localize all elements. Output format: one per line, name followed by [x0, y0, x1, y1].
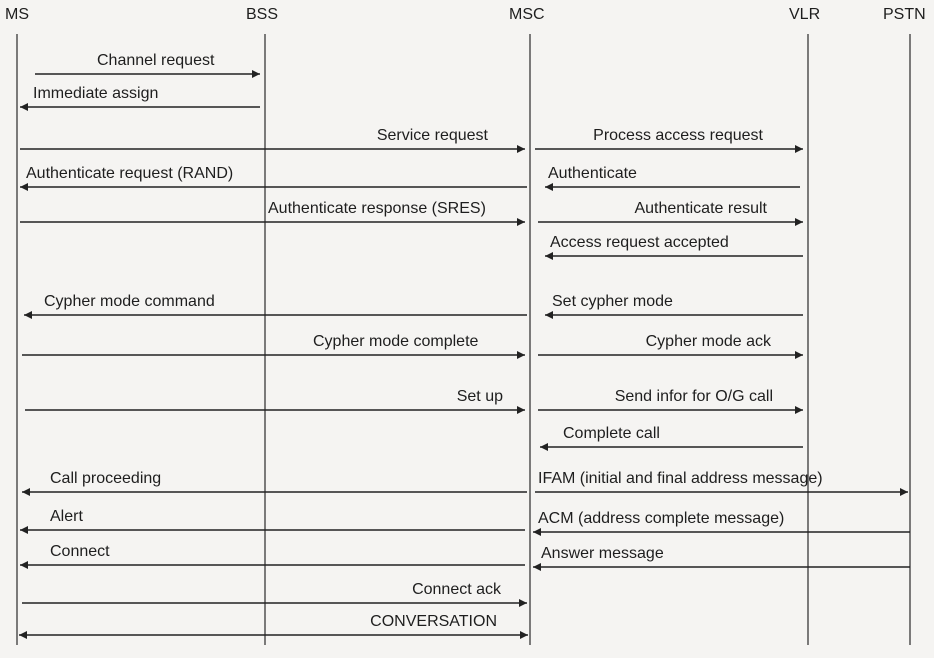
message-label-cypher-mode-command: Cypher mode command: [44, 293, 215, 310]
message-label-answer-message: Answer message: [541, 545, 664, 562]
message-label-alert: Alert: [50, 508, 83, 525]
message-label-set-cypher-mode: Set cypher mode: [552, 293, 673, 310]
entity-msc: MSC: [509, 6, 545, 23]
entity-ms: MS: [5, 6, 29, 23]
message-label-conversation: CONVERSATION: [370, 613, 497, 630]
message-label-set-up: Set up: [456, 388, 503, 405]
message-label-complete-call: Complete call: [563, 425, 660, 442]
message-label-connect-ack: Connect ack: [412, 581, 501, 598]
message-label-channel-request: Channel request: [97, 52, 215, 69]
message-label-service-request: Service request: [376, 127, 488, 144]
message-label-authenticate-response: Authenticate response (SRES): [268, 200, 486, 217]
message-label-cypher-mode-ack: Cypher mode ack: [645, 333, 771, 350]
entity-pstn: PSTN: [883, 6, 926, 23]
message-label-process-access-request: Process access request: [593, 127, 763, 144]
messages: [19, 52, 910, 635]
message-label-call-proceeding: Call proceeding: [50, 470, 162, 487]
message-label-connect: Connect: [50, 543, 110, 560]
message-label-ifam: IFAM (initial and final address message): [538, 470, 823, 487]
message-label-access-request-accepted: Access request accepted: [550, 234, 729, 251]
entity-vlr: VLR: [789, 6, 821, 23]
message-label-authenticate: Authenticate: [548, 165, 637, 182]
entity-bss: BSS: [246, 6, 279, 23]
message-label-authenticate-result: Authenticate result: [634, 200, 767, 217]
message-label-send-infor: Send infor for O/G call: [614, 388, 773, 405]
message-label-immediate-assign: Immediate assign: [33, 85, 159, 102]
message-label-authenticate-request: Authenticate request (RAND): [26, 165, 234, 182]
message-label-cypher-mode-complete: Cypher mode complete: [313, 333, 479, 350]
message-label-acm: ACM (address complete message): [538, 510, 785, 527]
